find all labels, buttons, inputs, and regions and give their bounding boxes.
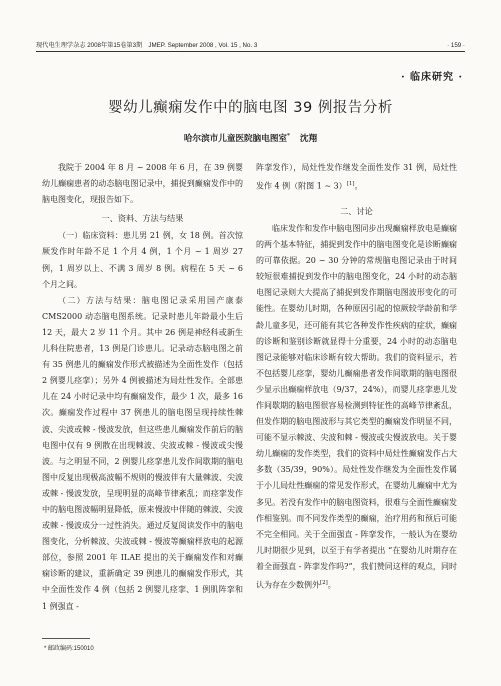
- methods-results-paragraph: （二）方法与结果：脑电图记录采用国产康泰 CMS2000 动态脑电图系统。记录时患儿年龄最小生后 12 天，最大 2 岁 11 个月。其中 26 例是神经科或新生儿科住院患者，13 例是门诊患儿。记录动态脑电图之前有 35 例患儿的癫痫发作形式被描述为全面性发作（包括 2 例婴儿痉挛）；另外 4 例被描述为局灶性发作。全部患儿在 24 小时记录中均有癫痫发作，最少 1 次，最多 16 次。癫痫发作过程中 37 例患儿的脑电图呈现持续性棘波、尖波或棘 - 慢波发放，但这些患儿癫痫发作前后的脑电图中仅有 9 例散在出现棘波、尖波或棘 - 慢波或尖慢波。与之明显不同，2 例婴儿痉挛患儿发作间歇期的脑电图中反复出现极高波幅不规则的慢波伴有大量棘波、尖波或棘 - 慢波发放，呈现明显的高峰节律紊乱；而痉挛发作中的脑电图波幅明显降低，原来慢波中伴随的棘波、尖波或棘 - 慢波成分一过性消失。通过反复阅读发作中的脑电图变化，分析棘波、尖波或棘 - 慢波等癫痫样放电的起源部位，参照 2001 年 ILAE 提出的关于癫痫发作和对癫痫诊断的建议，重新确定 39 例患儿的癫痫发作形式，其中全面性发作 4 例（包括 2 例婴儿痉挛、1 例肌阵挛和 1 例强直 -: [42, 295, 243, 611]
- section-heading-methods: 一、资料、方法与结果: [101, 213, 184, 224]
- postal-code-footnote: * 邮政编码:150010: [44, 646, 94, 652]
- clinical-data-paragraph: （一）临床资料：患儿男 21 例，女 18 例。首次惊厥发作时年龄不足 1 个月 4 例，1 个月 ~ 1 周岁 27 例，1 周岁以上、不满 3 周岁 8 例。病程在 5 天 ~ 6 个月之间。: [42, 231, 243, 289]
- affiliation: 哈尔滨市儿童医院脑电图室: [183, 134, 288, 144]
- citation-ref: [2]: [320, 580, 328, 586]
- page-number: · 159 ·: [447, 42, 465, 49]
- left-column: [42, 160, 243, 615]
- footnote-rule: [42, 638, 90, 639]
- affiliation-mark: *: [287, 133, 290, 140]
- section-label: · 临床研究 ·: [401, 72, 463, 83]
- author-line: [0, 132, 501, 144]
- intro-paragraph: 我院于 2004 年 8 月 ~ 2008 年 6 月，在 39 例婴幼儿癫痫患者的动态脑电图记录中，捕捉到癫痫发作中的脑电图变化，现报告如下。: [42, 163, 243, 205]
- discussion-paragraph: 临床发作和发作中脑电图同步出现癫痫样放电是癫痫的两个基本特征，捕捉到发作中的脑电图变化是诊断癫痫的可靠依据。20 ~ 30 分钟的常规脑电图记录由于时间较短很难捕捉到发作中的脑电图变化，24 小时的动态脑电图记录则大大提高了捕捉到发作期脑电图波形变化的可能性。在婴幼儿时期，各种原因引起的惊厥较学龄前和学龄儿童多见，还可能有其它各种发作性疾病的症状，癫痫的诊断和鉴别诊断就显得十分重要，24 小时的动态脑电图记录能够对临床诊断有较大帮助。我们的资料显示，若不包括婴儿痉挛，婴幼儿癫痫患者发作间歇期的脑电图很少显示出癫痫样放电（9/37，24%），而婴儿痉挛患儿发作间歇期的脑电图很容易检测到特征性的高峰节律紊乱，但发作期的脑电图波形与其它类型的癫痫发作明显不同，可能不显示棘波、尖波和棘 - 慢波或尖慢波放电。关于婴幼儿癫痫的发作类型，我们的资料中局灶性癫痫发作占大多数（35/39，90%）。局灶性发作继发为全面性发作属于小儿局灶性癫痫的常见发作形式，在婴幼儿癫痫中尤为多见。若没有发作中的脑电图资料，很难与全面性癫痫发作相鉴别。而不同发作类型的癫痫，治疗用药和预后可能不完全相同。关于全面强直 - 阵挛发作，一般认为在婴幼儿时期很少见到，以至于有学者提出 “在婴幼儿时期存在着全面强直 - 阵挛发作吗?”，我们赞同这样的观点，同时认为存在少数例外[2]。: [256, 223, 457, 590]
- running-header: [36, 40, 465, 52]
- continued-paragraph: 阵挛发作），局灶性发作继发全面性发作 31 例，局灶性发作 4 例（附图 1 ~ 3）[1]。: [256, 163, 457, 191]
- right-column: [256, 160, 457, 594]
- journal-citation: 现代电生理学杂志 2008年第15卷第3期 JMEP. September 2008 , Vol. 15 , No. 3: [36, 42, 258, 49]
- author-name: 沈翔: [299, 134, 318, 144]
- article-title: 婴幼儿癫痫发作中的脑电图 39 例报告分析: [108, 100, 393, 116]
- section-heading-discussion: 二、讨论: [340, 205, 373, 216]
- citation-ref: [1]: [346, 181, 355, 188]
